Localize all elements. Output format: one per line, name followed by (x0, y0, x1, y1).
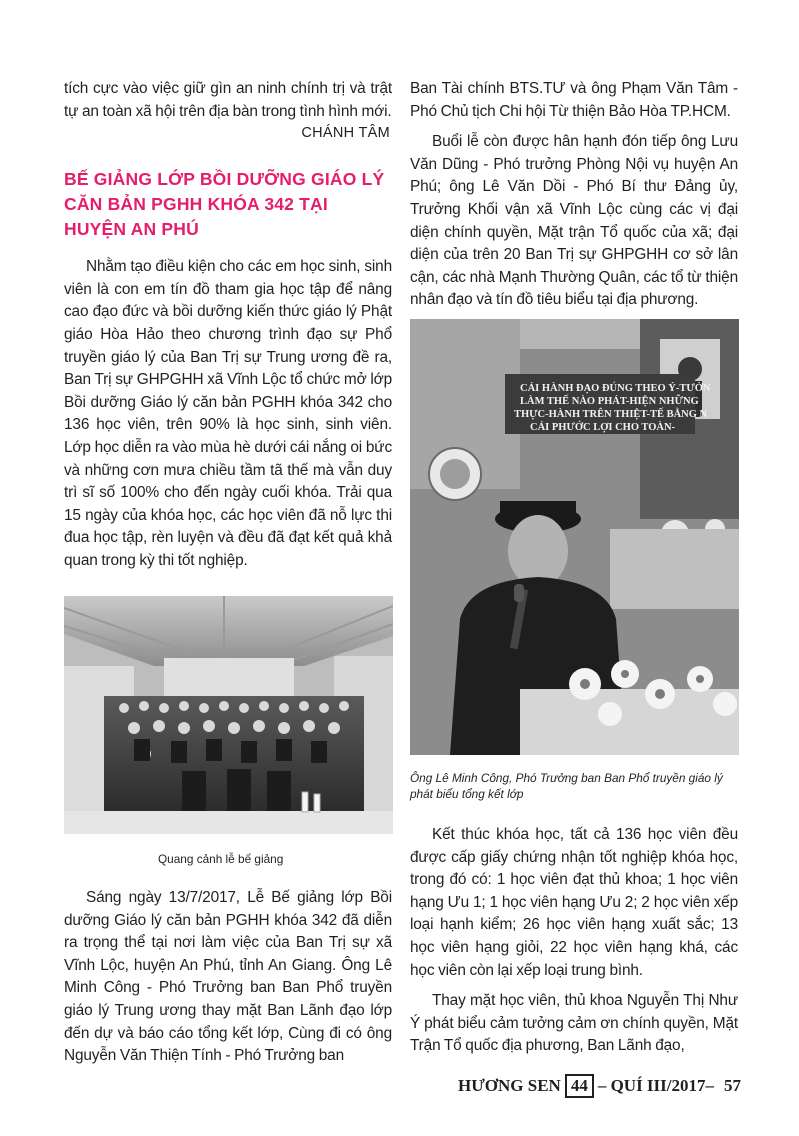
valedictorian-paragraph: Thay mặt học viên, thủ khoa Nguyễn Thị Như Ý phát biểu cảm tưởng cảm ơn chính quyền, Mặt Trận Tổ quốc địa phương, Ban Lãnh đạo, (410, 992, 738, 1055)
author-signature: CHÁNH TÂM (301, 125, 390, 142)
issue-quarter: – QUÍ III/2017– (597, 1076, 714, 1095)
page-number: 57 (724, 1076, 741, 1095)
banner-line-1: CẢI HÀNH ĐẠO ĐÚNG THEO Ý-TƯỞN (520, 383, 711, 394)
intro-paragraph: Nhằm tạo điều kiện cho các em học sinh, sinh viên là con em tín đồ tham gia học tập để nâng cao đạo đức và bồi dưỡng kiến thức giáo lý Phật giáo Hòa Hảo theo chương trình đạo sự Phổ truyền giáo lý của Ban Trị sự Trung ương đề ra, Ban Trị sự GHPGHH xã Vĩnh Lộc tổ chức mở lớp Bồi dưỡng Giáo lý căn bản PGHH khóa 342 cho 136 học viên, trên 90% là học sinh, sinh viên. Lớp học diễn ra vào mùa hè dưới cái nắng oi bức và những cơn mưa chiều tầm tã thế mà vẫn duy trì sĩ số 100% cho đến ngày cuối khóa. Trải qua 15 ngày của khóa học, các học viên đã nỗ lực thi đua học tập, rèn luyện và đều đã đạt kết quả khả quan trong kỳ thi tốt nghiệp. (64, 258, 392, 569)
right-carry-over-paragraph: Ban Tài chính BTS.TƯ và ông Phạm Văn Tâm - Phó Chủ tịch Chi hội Từ thiện Bảo Hòa TP.HCM. (410, 80, 738, 120)
right-column (410, 78, 738, 312)
magazine-name: HƯƠNG SEN (458, 1076, 561, 1095)
banner-line-4: CÁI PHƯỚC LỢI CHO TOÀN- (530, 422, 676, 433)
speaker-photo-illustration (410, 319, 739, 755)
carry-over-paragraph: tích cực vào việc giữ gìn an ninh chính trị và trật tự an toàn xã hội trên địa bàn trong tình hình mới. (64, 80, 392, 120)
guests-paragraph: Buổi lễ còn được hân hạnh đón tiếp ông Lưu Văn Dũng - Phó trưởng Phòng Nội vụ huyện An Phú; ông Lê Văn Dồi - Phó Bí thư Đảng ủy, Trưởng Khối vận xã Vĩnh Lộc cùng các vị đại diện chính quyền, Mặt trận Tổ quốc của xã; đại diện của trên 20 Ban Trị sự GHPGHH cơ sở lân cận, các nhà Mạnh Thường Quân, các tổ từ thiện nhân đạo và tín đồ tiêu biểu tại địa phương. (410, 133, 738, 309)
speaker-photo (410, 319, 739, 755)
ceremony-photo-caption: Quang cảnh lễ bế giảng (158, 852, 284, 866)
page-footer (458, 1074, 741, 1098)
results-paragraph: Kết thúc khóa học, tất cả 136 học viên đều được cấp giấy chứng nhận tốt nghiệp khóa học, trong đó có: 1 học viên đạt thủ khoa; 1 học viên hạng Ưu 1; 1 học viên hạng Ưu 2; 2 học viên xếp loại hạnh kiểm; 26 học viên hạng xuất sắc; 13 học viên hạng giỏi, 22 học viên hạng khá, các học viên còn lại xếp loại trung bình. (410, 826, 738, 979)
issue-number: 44 (565, 1074, 594, 1098)
speaker-photo-caption: Ông Lê Minh Công, Phó Trưởng ban Ban Phổ truyền giáo lý phát biểu tổng kết lớp (410, 771, 723, 801)
article-headline: BẾ GIẢNG LỚP BỒI DƯỠNG GIÁO LÝ CĂN BẢN PGHH KHÓA 342 TẠI HUYỆN AN PHÚ (64, 169, 385, 240)
ceremony-photo-illustration (64, 596, 393, 834)
left-column-lower (64, 887, 392, 1068)
ceremony-photo (64, 596, 393, 834)
banner-line-2: LÀM THẾ NÀO PHÁT-HIỆN NHỮNG (520, 396, 699, 407)
right-column-lower (410, 824, 738, 1058)
left-column (64, 78, 392, 573)
ceremony-paragraph: Sáng ngày 13/7/2017, Lễ Bế giảng lớp Bồi dưỡng Giáo lý căn bản PGHH khóa 342 đã diễn ra trọng thể tại nơi làm việc của Ban Trị sự xã Vĩnh Lộc, huyện An Phú, tỉnh An Giang. Ông Lê Minh Công - Phó Trưởng ban Ban Phổ truyền giáo lý Trung ương thay mặt Ban Lãnh đạo lớp đến dự và báo cáo tổng kết lớp, Cùng đi có ông Nguyễn Văn Thiện Tính - Phó Trưởng ban (64, 889, 392, 1065)
banner-line-3: THỰC-HÀNH TRÊN THIỆT-TẾ BẰNG N (514, 409, 708, 420)
